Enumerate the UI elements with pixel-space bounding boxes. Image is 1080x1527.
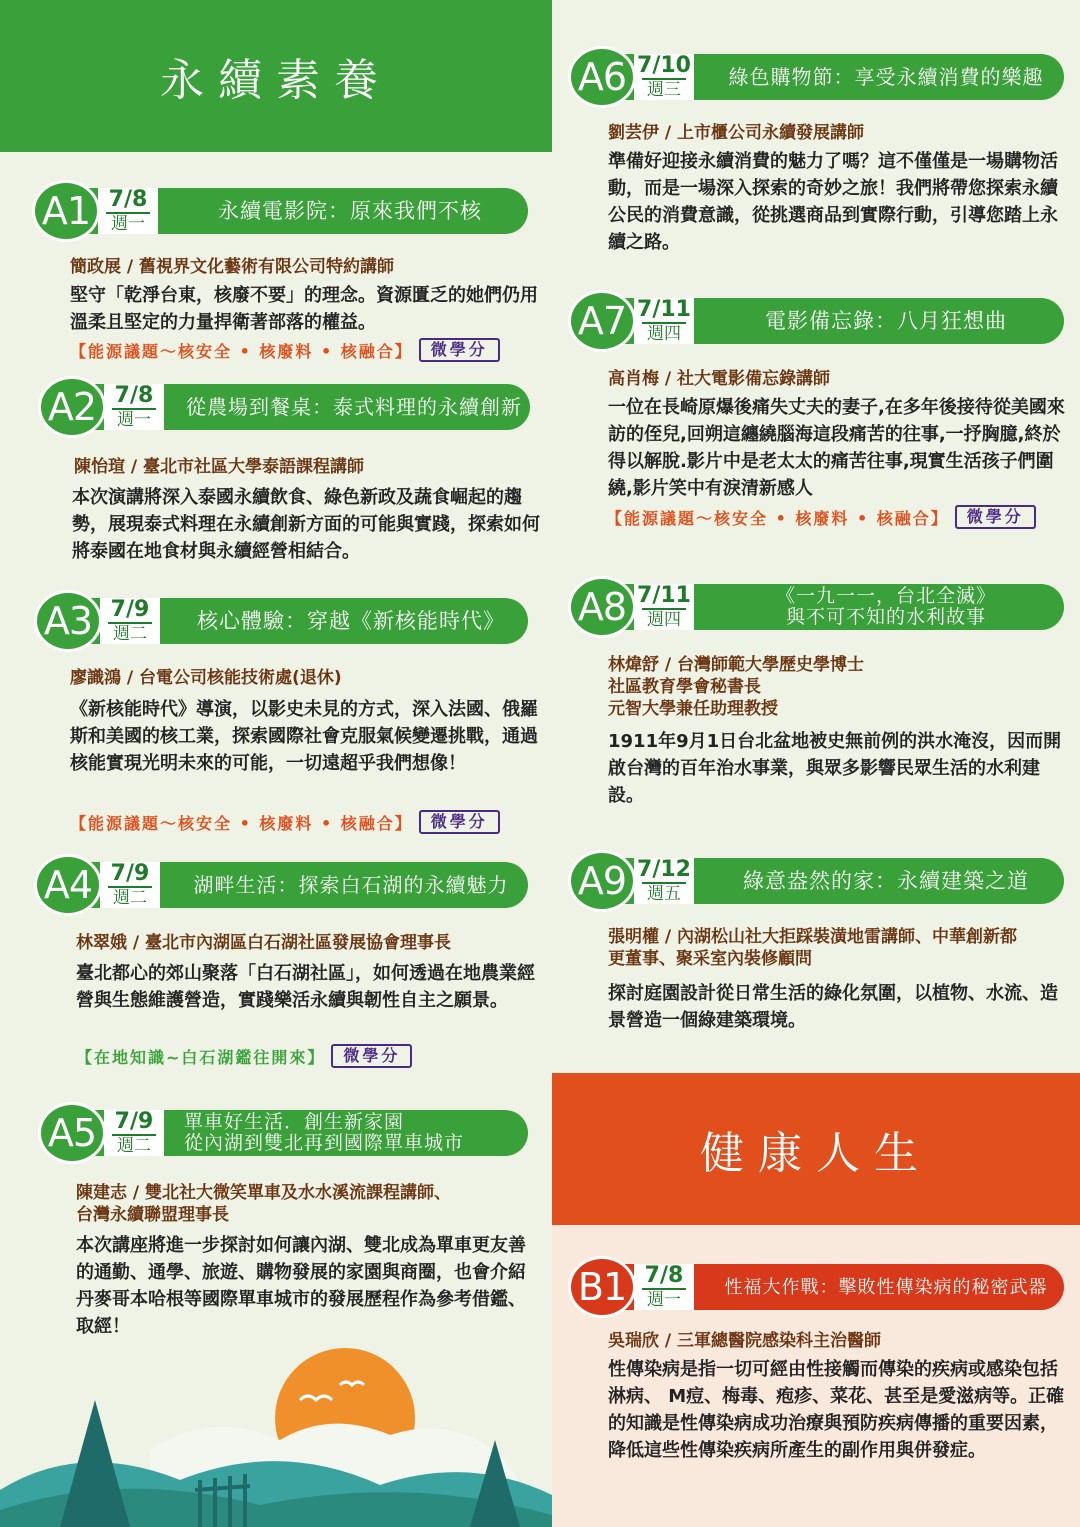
tree-icon [60, 1400, 130, 1527]
course-title: 湖畔生活：探索白石湖的永續魅力 [193, 872, 509, 897]
micro-credit-badge: 微學分 [331, 1044, 412, 1068]
landscape-illustration [0, 1340, 552, 1527]
speaker-info: 陳怡瑄 / 臺北市社區大學泰語課程講師 [74, 457, 365, 477]
course-title: 電影備忘錄：八月狂想曲 [765, 308, 1007, 333]
section-title-health: 健康人生 [552, 1073, 1080, 1225]
course-description: 堅守「乾淨台東，核廢不要」的理念。資源匱乏的她們仍用溫柔且堅定的力量捍衛著部落的權益。 [70, 285, 538, 333]
speaker-info: 廖識鴻 / 台電公司核能技術處(退休) [70, 668, 342, 688]
speaker-info: 林煒舒 / 台灣師範大學歷史學博士 社區教育學會秘書長 元智大學兼任助理教授 [608, 655, 865, 719]
topic-tag: 【能源議題～核安全 • 核廢料 • 核融合】 微學分 [70, 338, 500, 362]
course-description: 本次演講將深入泰國永續飲食、綠色新政及蔬食崛起的趨勢，展現泰式料理在永續創新方面的可能與實踐，探索如何將泰國在地食材與永續經營相結合。 [72, 487, 540, 562]
course-code: A7 [568, 290, 636, 352]
course-code: A6 [568, 46, 636, 108]
micro-credit-badge: 微學分 [955, 505, 1036, 529]
course-description: 一位在長崎原爆後痛失丈夫的妻子,在多年後接待從美國來訪的侄兒,回朔這纏繞腦海這段痛苦的往事,一抒胸臆,終於得以解脫.影片中是老太太的痛苦往事,現實生活孩子們圍繞,影片笑中有淚清新感人 [608, 397, 1065, 499]
speaker-info: 陳建志 / 雙北社大微笑單車及水水溪流課程講師、 台灣永續聯盟理事長 [76, 1183, 452, 1225]
course-code: A8 [568, 576, 636, 638]
speaker-info: 張明權 / 內湖松山社大拒踩裝潢地雷講師、中華創新都 更董事、聚采室內裝修顧問 [608, 927, 1018, 969]
micro-credit-badge: 微學分 [419, 810, 500, 834]
course-description: 1911年9月1日台北盆地被史無前例的洪水淹沒，因而開啟台灣的百年治水事業，與眾多影響民眾生活的水利建設。 [608, 731, 1062, 806]
course-date: 7/11 週四 [634, 584, 694, 630]
course-date: 7/9 週二 [100, 598, 160, 644]
course-description: 準備好迎接永續消費的魅力了嗎？這不僅僅是一場購物活動，而是一場深入探索的奇妙之旅！我們將帶您探索永續公民的消費意識，從挑選商品到實際行動，引導您踏上永續之路。 [608, 151, 1058, 253]
speaker-info: 吳瑞欣 / 三軍總醫院感染科主治醫師 [608, 1331, 882, 1351]
course-code: A1 [32, 180, 100, 242]
topic-tag: 【在地知識~白石湖鑑往開來】 微學分 [76, 1044, 412, 1068]
course-code: A3 [34, 590, 102, 652]
course-description: 性傳染病是指一切可經由性接觸而傳染的疾病或感染包括淋病、 M痘、梅毒、疱疹、菜花、甚至是愛滋病等。正確的知識是性傳染病成功治療與預防疾病傳播的重要因素，降低這些性傳染疾病所產生的副作用與併發症。 [608, 1359, 1065, 1461]
course-date: 7/9 週二 [104, 1110, 164, 1156]
course-title: 核心體驗：穿越《新核能時代》 [197, 608, 505, 633]
course-code: A9 [568, 850, 636, 912]
course-title: 綠意盎然的家：永續建築之道 [743, 868, 1029, 893]
course-description: 《新核能時代》導演，以影史未見的方式，深入法國、俄羅斯和美國的核工業，探索國際社會克服氣候變遷挑戰，通過核能實現光明未來的可能，一切遠超乎我們想像！ [70, 699, 538, 774]
topic-tag: 【能源議題～核安全 • 核廢料 • 核融合】 微學分 [606, 505, 1036, 529]
course-code: B1 [568, 1256, 636, 1318]
course-date: 7/8 週一 [98, 188, 158, 234]
course-code: A4 [34, 854, 102, 916]
course-description: 本次講座將進一步探討如何讓內湖、雙北成為單車更友善的通勤、通學、旅遊、購物發展的家園與商圈，也會介紹丹麥哥本哈根等國際單車城市的發展歷程作為參考借鑑、取經！ [76, 1235, 526, 1337]
speaker-info: 高肖梅 / 社大電影備忘錄講師 [608, 369, 831, 389]
course-description: 臺北都心的郊山聚落「白石湖社區」，如何透過在地農業經營與生態維護營造，實踐樂活永續與韌性自主之願景。 [76, 963, 535, 1011]
course-code: A5 [38, 1102, 106, 1164]
section-title-sustainability: 永續素養 [0, 0, 552, 152]
course-description: 探討庭園設計從日常生活的綠化氛圍，以植物、水流、造景營造一個綠建築環境。 [608, 983, 1058, 1031]
course-date: 7/9 週二 [100, 862, 160, 908]
course-date: 7/8 週一 [634, 1264, 694, 1310]
speaker-info: 劉芸伊 / 上市櫃公司永續發展講師 [608, 123, 865, 143]
course-title: 永續電影院：原來我們不核 [218, 198, 482, 223]
course-date: 7/8 週一 [104, 384, 164, 430]
topic-tag: 【能源議題～核安全 • 核廢料 • 核融合】 微學分 [70, 810, 500, 834]
course-title: 單車好生活．創生新家園 從內湖到雙北再到國際單車城市 [184, 1111, 465, 1154]
course-title: 《一九一一，台北全滅》 與不可不知的水利故事 [775, 585, 996, 628]
course-date: 7/10 週三 [634, 54, 694, 100]
course-title: 性福大作戰：擊敗性傳染病的秘密武器 [724, 1276, 1048, 1298]
speaker-info: 簡政展 / 舊視界文化藝術有限公司特約講師 [70, 257, 395, 277]
speaker-info: 林翠娥 / 臺北市內湖區白石湖社區發展協會理事長 [76, 933, 452, 953]
course-date: 7/12 週五 [634, 858, 694, 904]
course-title: 從農場到餐桌：泰式料理的永續創新 [186, 394, 522, 419]
course-date: 7/11 週四 [634, 298, 694, 344]
micro-credit-badge: 微學分 [419, 338, 500, 362]
course-code: A2 [38, 376, 106, 438]
course-title: 綠色購物節：享受永續消費的樂趣 [728, 64, 1044, 89]
